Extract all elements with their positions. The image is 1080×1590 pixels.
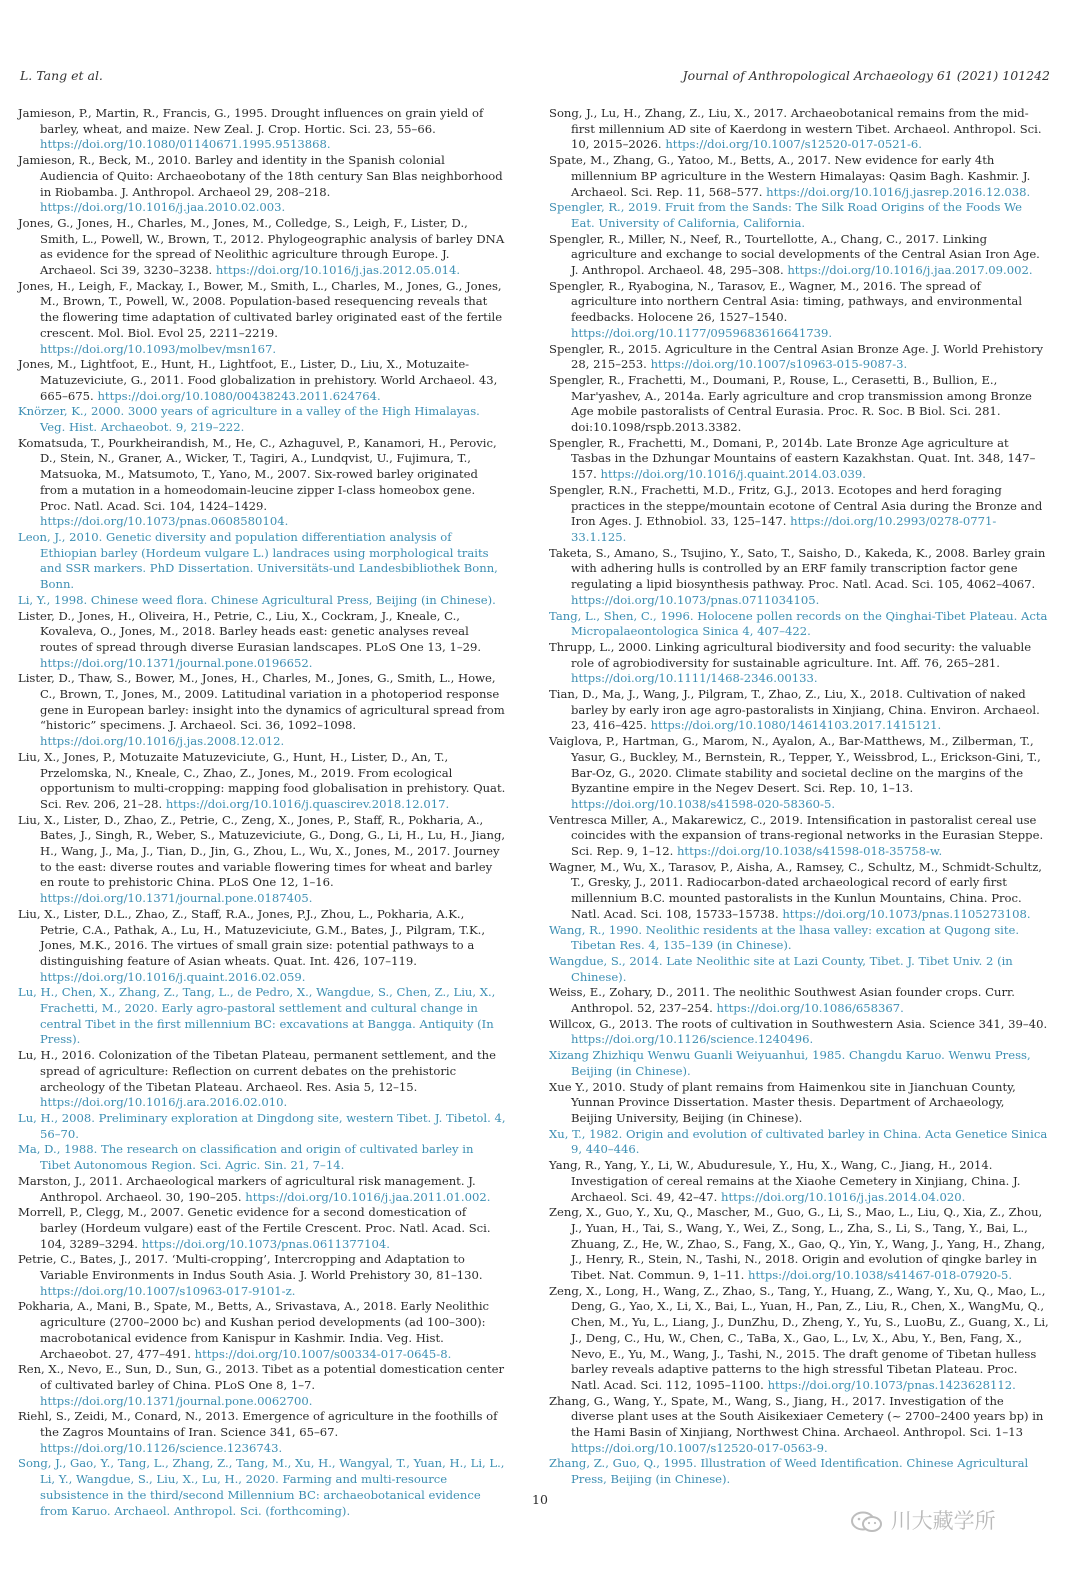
doi-link[interactable]: https://doi.org/10.1073/pnas.1105273108. [782, 906, 1031, 921]
doi-link[interactable]: https://doi.org/10.1126/science.1240496. [571, 1032, 814, 1047]
doi-link[interactable]: https://doi.org/10.1007/s10963-015-9087-3. [650, 357, 908, 372]
reference-text: Wangdue, S., 2014. Late Neolithic site at Lazi County, Tibet. J. Tibet Univ. 2 (in Chinese). [549, 953, 1013, 984]
reference-text: Jones, G., Jones, H., Charles, M., Jones, M., Colledge, S., Leigh, F., Lister, D., Smith, L., Powell, W., Brown, T., 2012. Phylogeographic analysis of barley DNA as evidence for the spread of Neolithic agriculture through Europe. J. Archaeol. Sci 39, 3230–3238. [18, 215, 505, 278]
reference-entry [18, 357, 506, 404]
doi-link[interactable]: https://doi.org/10.1016/j.jas.2012.05.014. [215, 263, 461, 278]
reference-entry [18, 671, 506, 750]
reference-text: Spengler, R., 2015. Agriculture in the Central Asian Bronze Age. J. World Prehistory 28, 215–253. [549, 341, 1044, 372]
reference-entry [549, 106, 1049, 153]
doi-link[interactable]: https://doi.org/10.1016/j.jaa.2017.09.002. [787, 263, 1033, 278]
reference-text: Leon, J., 2010. Genetic diversity and population differentiation analysis of Ethiopian barley (Hordeum vulgare L.) landraces using morphological traits and SSR markers. PhD Dissertation. Universitäts-und Landesbibliothek Bonn, Bonn. [18, 529, 498, 592]
doi-link[interactable]: https://doi.org/10.1371/journal.pone.0187405. [40, 891, 313, 906]
reference-text: Morrell, P., Clegg, M., 2007. Genetic evidence for a second domestication of barley (Hordeum vulgare) east of the Fertile Crescent. Proc. Natl. Acad. Sci. 104, 3289–3294. [18, 1205, 491, 1251]
reference-text: Wagner, M., Wu, X., Tarasov, P., Aisha, A., Ramsey, C., Schultz, M., Schmidt-Schultz, T., Gresky, J., 2011. Radiocarbon-dated archaeological record of early first millennium B.C. mounted pastoralists in the Kunlun Mountains, China. Proc. Natl. Acad. Sci. 108, 15733–15738. [549, 859, 1042, 921]
doi-link[interactable]: https://doi.org/10.1016/j.jas.2014.04.020. [721, 1189, 966, 1204]
reference-text: Marston, J., 2011. Archaeological markers of agricultural risk management. J. Anthropol. Archaeol. 30, 190–205. [18, 1173, 476, 1204]
doi-link[interactable]: https://doi.org/10.1080/01140671.1995.9513868. [40, 137, 331, 152]
page-number: 10 [532, 1492, 548, 1507]
doi-link[interactable]: https://doi.org/10.1093/molbev/msn167. [40, 341, 277, 356]
doi-link[interactable]: https://doi.org/10.1038/s41598-020-58360-5. [571, 796, 836, 811]
reference-text: Jamieson, R., Beck, M., 2010. Barley and identity in the Spanish colonial Audiencia of Quito: Archaeobotany of the 18th century San Blas neighborhood in Riobamba. J. Anthropol. Archaeol 29, 208–218. [18, 153, 503, 199]
doi-link[interactable]: https://doi.org/10.1016/j.quaint.2016.02.059. [40, 969, 306, 984]
reference-text: Xizang Zhizhiqu Wenwu Guanli Weiyuanhui, 1985. Changdu Karuo. Wenwu Press, Beijing (in Chinese). [549, 1048, 1031, 1078]
reference-text: Xue Y., 2010. Study of plant remains from Haimenkou site in Jianchuan County, Yunnan Province Dissertation. Master thesis. Department of Archaeology, Beijing University, Beijing (in Chinese). [549, 1079, 1016, 1125]
reference-text: Spengler, R., 2019. Fruit from the Sands: The Silk Road Origins of the Foods We Eat. University of California, California. [549, 200, 1022, 230]
doi-link[interactable]: https://doi.org/10.1086/658367. [716, 1001, 904, 1016]
reference-entry [549, 1158, 1049, 1205]
reference-text: Liu, X., Lister, D., Zhao, Z., Petrie, C., Zeng, X., Jones, P., Staff, R., Pokharia, A., Bates, J., Singh, R., Weber, S., Matuzeviciute, G., Dong, G., Li, H., Lu, H., Jiang, H., Wang, J., Ma, J., Tian, D., Jin, G., Zhou, L., Wu, X., Jones, M., 2017. Journey to the east: diverse routes and variable flowering times for wheat and barley en route to prehistoric China. PLoS One 12, 1–16. [18, 812, 506, 890]
reference-entry [549, 342, 1049, 373]
reference-text: Lister, D., Thaw, S., Bower, M., Jones, H., Charles, M., Jones, G., Smith, L., Howe, C., Brown, T., Jones, M., 2009. Latitudinal variation in a photoperiod response gene in European barley: insight into the dynamics of agricultural spread from “historic” specimens. J. Archaeol. Sci. 36, 1092–1098. [18, 671, 505, 733]
reference-entry [549, 1205, 1049, 1284]
reference-text: Wang, R., 1990. Neolithic residents at the lhasa valley: excation at Qugong site. Tibetan Res. 4, 135–139 (in Chinese). [549, 922, 1020, 953]
reference-text: Lu, H., 2016. Colonization of the Tibetan Plateau, permanent settlement, and the spread of agriculture: Reflection on current debates on the prehistoric archeology of the Tibetan Plateau. Archaeol. Res. Asia 5, 12–15. [18, 1048, 496, 1094]
reference-text: Thrupp, L., 2000. Linking agricultural biodiversity and food security: the valuable role of agrobiodiversity for sustainable agriculture. Int. Aff. 76, 265–281. [549, 639, 1032, 670]
reference-text: Song, J., Gao, Y., Tang, L., Zhang, Z., Tang, M., Xu, H., Wangyal, T., Yuan, H., Li, L., Li, Y., Wangdue, S., Liu, X., Lu, H., 2020. Farming and multi-resource subsistence in the third/second Millennium BC: archaeobotanical evidence from Karuo. Archaeol. Anthropol. Sci. (forthcoming). [18, 1456, 505, 1518]
reference-entry [549, 1394, 1049, 1457]
reference-entry[interactable] [549, 923, 1049, 954]
doi-link[interactable]: https://doi.org/10.1016/j.jasrep.2016.12.038. [766, 184, 1031, 199]
reference-entry[interactable] [549, 1456, 1049, 1487]
reference-text: Song, J., Lu, H., Zhang, Z., Liu, X., 2017. Archaeobotanical remains from the mid-first millennium AD site of Kaerdong in western Tibet. Archaeol. Anthropol. Sci. 10, 2015–2026. [549, 106, 1042, 152]
running-header [20, 68, 1050, 86]
reference-text: Li, Y., 1998. Chinese weed flora. Chinese Agricultural Press, Beijing (in Chinese). [18, 592, 496, 607]
reference-text: Pokharia, A., Mani, B., Spate, M., Betts, A., Srivastava, A., 2018. Early Neolithic agriculture (2700–2000 bc) and Kushan period developments (ad 100–300): macrobotanical evidence from Kanispur in Kashmir. India. Veg. Hist. Archaeobot. 27, 477–491. [18, 1299, 490, 1361]
doi-link[interactable]: https://doi.org/10.1371/journal.pone.0196652. [40, 655, 313, 670]
reference-entry[interactable] [18, 1111, 506, 1142]
reference-text: Lu, H., 2008. Preliminary exploration at Dingdong site, western Tibet. J. Tibetol. 4, 56–70. [18, 1111, 506, 1141]
reference-entry [18, 216, 506, 279]
reference-entry [549, 687, 1049, 734]
reference-text: Spengler, R., Miller, N., Neef, R., Tourtellotte, A., Chang, C., 2017. Linking agriculture and exchange to social developments of the Central Asian Iron Age. J. Anthropol. Archaeol. 48, 295–308. [549, 231, 1040, 278]
reference-text: Ventresca Miller, A., Makarewicz, C., 2019. Intensification in pastoralist cereal use coincides with the expansion of trans-regional networks in the Eurasian Steppe. Sci. Rep. 9, 1–12. [549, 812, 1044, 859]
reference-entry [18, 1205, 506, 1252]
doi-link[interactable]: https://doi.org/10.1007/s10963-017-9101-z. [40, 1283, 296, 1298]
reference-entry[interactable] [549, 609, 1049, 640]
reference-text: Xu, T., 1982. Origin and evolution of cultivated barley in China. Acta Genetice Sinica 9, 440–446. [549, 1126, 1048, 1157]
reference-text: Tang, L., Shen, C., 1996. Holocene pollen records on the Qinghai-Tibet Plateau. Acta Micropalaeontologica Sinica 4, 407–422. [549, 608, 1048, 639]
reference-text: Spengler, R., Frachetti, M., Domani, P., 2014b. Late Bronze Age agriculture at Tasbas in the Dzhungar Mountains of eastern Kazakhstan. Quat. Int. 348, 147–157. [549, 435, 1036, 482]
doi-link[interactable]: https://doi.org/10.1073/pnas.0711034105. [571, 592, 820, 607]
reference-entry [549, 373, 1049, 436]
reference-entry [549, 860, 1049, 923]
reference-entry[interactable] [18, 530, 506, 593]
reference-entry [18, 1299, 506, 1362]
reference-text: Zeng, X., Long, H., Wang, Z., Zhao, S., Tang, Y., Huang, Z., Wang, Y., Xu, Q., Mao, L., Deng, G., Yao, X., Li, X., Bai, L., Yuan, H., Pan, Z., Liu, R., Chen, X., WangMu, Q., Chen, M., Yu, L., Liang, J., DunZhu, D., Zheng, Y., Yu, S., LuoBu, Z., Guang, X., Li, J., Deng, C., Hu, W., Chen, C., TaBa, X., Gao, L., Lv, X., Abu, Y., Ben, Fang, X., Nevo, E., Yu, M., Wang, J., Tashi, N., 2015. The draft genome of Tibetan hulless barley reveals adaptive patterns to the high stressful Tibetan Plateau. Proc. Natl. Acad. Sci. 112, 1095–1100. [549, 1283, 1049, 1392]
reference-entry[interactable] [18, 1456, 506, 1519]
reference-text: Willcox, G., 2013. The roots of cultivation in Southwestern Asia. Science 341, 39–40. [549, 1016, 1048, 1031]
reference-text: Lu, H., Chen, X., Zhang, Z., Tang, L., de Pedro, X., Wangdue, S., Chen, Z., Liu, X., Frachetti, M., 2020. Early agro-pastoral settlement and cultural change in central Tibet in the first millennium BC: excavations at Bangga. Antiquity (In Press). [18, 985, 496, 1047]
reference-entry [549, 153, 1049, 200]
reference-entry[interactable] [18, 593, 506, 609]
reference-entry [18, 1048, 506, 1111]
reference-entry [549, 436, 1049, 483]
reference-entry [18, 1362, 506, 1409]
reference-entry[interactable] [18, 985, 506, 1048]
reference-entry [549, 1080, 1049, 1127]
reference-entry [549, 1284, 1049, 1394]
doi-link[interactable]: https://doi.org/10.1007/s00334-017-0645-8. [194, 1346, 452, 1361]
reference-text: Komatsuda, T., Pourkheirandish, M., He, C., Azhaguvel, P., Kanamori, H., Perovic, D., Stein, N., Graner, A., Wicker, T., Tagiri, A., Lundqvist, U., Fujimura, T., Matsuoka, M., Matsumoto, T., Yano, M., 2007. Six-rowed barley originated from a mutation in a homeodomain-leucine zipper I-class homeobox gene. Proc. Natl. Acad. Sci. 104, 1424–1429. [18, 435, 497, 513]
reference-text: Weiss, E., Zohary, D., 2011. The neolithic Southwest Asian founder crops. Curr. Anthropol. 52, 237–254. [549, 985, 1015, 1016]
doi-link[interactable]: https://doi.org/10.1080/00438243.2011.624764. [97, 388, 381, 403]
reference-text: Petrie, C., Bates, J., 2017. ‘Multi-cropping’, Intercropping and Adaptation to Variable Environments in Indus South Asia. J. World Prehistory 30, 81–130. [18, 1252, 483, 1283]
reference-text: Knörzer, K., 2000. 3000 years of agriculture in a valley of the High Himalayas. Veg. Hist. Archaeobot. 9, 219–222. [18, 404, 480, 435]
doi-link[interactable]: https://doi.org/10.1016/j.quascirev.2018.12.017. [165, 796, 450, 811]
reference-entry [18, 813, 506, 907]
doi-link[interactable]: https://doi.org/10.1016/j.jaa.2010.02.003. [40, 200, 286, 215]
doi-link[interactable]: https://doi.org/10.1073/pnas.1423628112. [767, 1377, 1016, 1392]
doi-link[interactable]: https://doi.org/10.1038/s41598-018-35758-w. [676, 844, 943, 859]
reference-entry [18, 1409, 506, 1456]
reference-text: Riehl, S., Zeidi, M., Conard, N., 2013. Emergence of agriculture in the foothills of the Zagros Mountains of Iran. Science 341, 65–67. [18, 1409, 498, 1440]
reference-text: Lister, D., Jones, H., Oliveira, H., Petrie, C., Liu, X., Cockram, J., Kneale, C., Kovaleva, O., Jones, M., 2018. Barley heads east: genetic analyses reveal routes of spread through diverse Eurasian landscapes. PLoS One 13, 1–29. [18, 608, 482, 654]
reference-text: Ren, X., Nevo, E., Sun, D., Sun, G., 2013. Tibet as a potential domestication center of cultivated barley of China. PLoS One 8, 1–7. [18, 1362, 505, 1392]
reference-entry [18, 750, 506, 813]
watermark-text: 川大藏学所 [890, 1509, 996, 1533]
reference-text: Liu, X., Lister, D.L., Zhao, Z., Staff, R.A., Jones, P.J., Zhou, L., Pokharia, A.K., Petrie, C.A., Pathak, A., Lu, H., Matuzeviciute, G.M., Bates, J., Pilgram, T.K., Jones, M.K., 2016. The virtues of small grain size: potential pathways to a distinguishing feature of Asian wheats. Quat. Int. 426, 107–119. [18, 906, 486, 968]
reference-entry [18, 907, 506, 986]
reference-text: Ma, D., 1988. The research on classification and origin of cultivated barley in Tibet Autonomous Region. Sci. Agric. Sin. 21, 7–14. [18, 1142, 474, 1173]
reference-entry[interactable] [549, 1048, 1049, 1079]
reference-text: Tian, D., Ma, J., Wang, J., Pilgram, T., Zhao, Z., Liu, X., 2018. Cultivation of naked barley by early iron age agro-pastoralists in Xinjiang, China. Environ. Archaeol. 23, 416–425. [549, 687, 1040, 733]
reference-entry [549, 734, 1049, 813]
reference-entry [549, 232, 1049, 279]
doi-link[interactable]: https://doi.org/10.1371/journal.pone.0062700. [40, 1393, 313, 1408]
reference-text: Spengler, R., Frachetti, M., Doumani, P., Rouse, L., Cerasetti, B., Bullion, E., Mar'yashev, A., 2014a. Early agriculture and crop transmission among Bronze Age mobile pastoralists of Central Eurasia. Proc. R. Soc. B Biol. Sci. 281. doi:10.1098/rspb.2013.3382. [549, 372, 1032, 435]
reference-text: Liu, X., Jones, P., Motuzaite Matuzeviciute, G., Hunt, H., Lister, D., An, T., Przelomska, N., Kneale, C., Zhao, Z., Jones, M., 2019. From ecological opportunism to multi-cropping: mapping food globalisation in prehistory. Quat. Sci. Rev. 206, 21–28. [18, 749, 506, 811]
reference-entry [549, 1017, 1049, 1048]
doi-link[interactable]: https://doi.org/10.1111/1468-2346.00133. [571, 671, 818, 686]
doi-link[interactable]: https://doi.org/10.1016/j.jaa.2011.01.002. [245, 1189, 491, 1204]
reference-entry[interactable] [18, 1142, 506, 1173]
reference-entry[interactable] [18, 404, 506, 435]
reference-entry [549, 813, 1049, 860]
reference-text: Jones, M., Lightfoot, E., Hunt, H., Lightfoot, E., Lister, D., Liu, X., Motuzaite-Matuzeviciute, G., 2011. Food globalization in prehistory. World Archaeol. 43, 665–675. [18, 357, 498, 403]
reference-entry [549, 640, 1049, 687]
watermark [850, 1505, 996, 1535]
doi-link[interactable]: https://doi.org/10.1038/s41467-018-07920-5. [748, 1268, 1013, 1283]
reference-text: Jamieson, P., Martin, R., Francis, G., 1995. Drought influences on grain yield of barley, wheat, and maize. New Zeal. J. Crop. Hortic. Sci. 23, 55–66. [18, 106, 484, 136]
doi-link[interactable]: https://doi.org/10.1016/j.quaint.2014.03.039. [600, 467, 866, 482]
doi-link[interactable]: https://doi.org/10.1016/j.jas.2008.12.012. [40, 734, 285, 749]
reference-entry [18, 1252, 506, 1299]
doi-link[interactable]: https://doi.org/10.1126/science.1236743. [40, 1440, 283, 1455]
reference-text: Zeng, X., Guo, Y., Xu, Q., Mascher, M., Guo, G., Li, S., Mao, L., Liu, Q., Xia, Z., Zhou, J., Yuan, H., Tai, S., Wang, Y., Wei, Z., Song, L., Zha, S., Li, S., Tang, Y., Bai, L., Zhuang, Z., He, W., Zhao, S., Fang, X., Gao, Q., Yin, Y., Wang, J., Yang, H., Zhang, J., Henry, R., Stein, N., Tashi, N., 2018. Origin and evolution of qingke barley in Tibet. Nat. Commun. 9, 1–11. [549, 1205, 1046, 1283]
reference-entry [18, 106, 506, 153]
reference-entry [18, 279, 506, 358]
doi-link[interactable]: https://doi.org/10.1073/pnas.0608580104. [40, 514, 289, 529]
reference-entry [18, 436, 506, 530]
reference-entry [549, 546, 1049, 609]
doi-link[interactable]: https://doi.org/10.1080/14614103.2017.1415121. [650, 718, 942, 733]
doi-link[interactable]: https://doi.org/10.1007/s12520-017-0521-6. [665, 137, 922, 152]
reference-entry [549, 483, 1049, 546]
reference-entry[interactable] [549, 954, 1049, 985]
doi-link[interactable]: https://doi.org/10.2993/0278-0771-33.1.125. [571, 514, 997, 544]
reference-entry [549, 985, 1049, 1016]
reference-text: Zhang, Z., Guo, Q., 1995. Illustration of Weed Identification. Chinese Agricultural Press, Beijing (in Chinese). [549, 1456, 1029, 1487]
author-header: L. Tang et al. [20, 68, 103, 83]
reference-text: Taketa, S., Amano, S., Tsujino, Y., Sato, T., Saisho, D., Kakeda, K., 2008. Barley grain with adhering hulls is controlled by an ERF family transcription factor gene regulating a lipid biosynthesis pathway. Proc. Natl. Acad. Sci. 105, 4062–4067. [549, 545, 1046, 592]
doi-link[interactable]: https://doi.org/10.1007/s12520-017-0563-9. [571, 1440, 828, 1455]
reference-text: Jones, H., Leigh, F., Mackay, I., Bower, M., Smith, L., Charles, M., Jones, G., Jones, M., Brown, T., Powell, W., 2008. Population-based resequencing reveals that the flowering time adaptation of cultivated barley originated east of the fertile crescent. Mol. Biol. Evol 25, 2211–2219. [18, 278, 503, 340]
reference-entry [18, 1174, 506, 1205]
reference-entry [549, 279, 1049, 342]
reference-text: Spengler, R.N., Frachetti, M.D., Fritz, G.J., 2013. Ecotopes and herd foraging practices in the steppe/mountain ecotone of Central Asia during the Bronze and Iron Ages. J. Ethnobiol. 33, 125–147. [549, 482, 1043, 529]
reference-text: Spengler, R., Ryabogina, N., Tarasov, E., Wagner, M., 2016. The spread of agriculture into northern Central Asia: timing, pathways, and environmental feedbacks. Holocene 26, 1527–1540. [549, 278, 1023, 325]
reference-text: Vaiglova, P., Hartman, G., Marom, N., Ayalon, A., Bar-Matthews, M., Zilberman, T., Yasur, G., Buckley, M., Bernstein, R., Tepper, Y., Weissbrod, L., Erickson-Gini, T., Bar-Oz, G., 2020. Climate stability and societal decline on the margins of the Byzantine empire in the Negev Desert. Sci. Rep. 10, 1–13. [549, 734, 1041, 796]
references-left-column [18, 106, 506, 1519]
wechat-icon [850, 1510, 884, 1534]
references-right-column [549, 106, 1049, 1488]
reference-text: Spate, M., Zhang, G., Yatoo, M., Betts, A., 2017. New evidence for early 4th millennium BP agriculture in the Western Himalayas: Qasim Bagh. Kashmir. J. Archaeol. Sci. Rep. 11, 568–577. [549, 153, 1031, 199]
journal-header: Journal of Anthropological Archaeology 61 (2021) 101242 [682, 68, 1050, 83]
reference-entry[interactable] [549, 1127, 1049, 1158]
reference-entry [18, 609, 506, 672]
reference-text: Yang, R., Yang, Y., Li, W., Abuduresule, Y., Hu, X., Wang, C., Jiang, H., 2014. Investigation of cereal remains at the Xiaohe Cemetery in Xinjiang, China. J. Archaeol. Sci. 49, 42–47. [549, 1158, 1021, 1204]
reference-entry[interactable] [549, 200, 1049, 231]
doi-link[interactable]: https://doi.org/10.1177/0959683616641739. [571, 325, 833, 340]
doi-link[interactable]: https://doi.org/10.1016/j.ara.2016.02.010. [40, 1095, 288, 1110]
reference-entry [18, 153, 506, 216]
doi-link[interactable]: https://doi.org/10.1073/pnas.0611377104. [141, 1236, 390, 1251]
reference-text: Zhang, G., Wang, Y., Spate, M., Wang, S., Jiang, H., 2017. Investigation of the diverse plant uses at the South Aisikexiaer Cemetery (~ 2700–2400 years bp) in the Hami Basin of Xinjiang, Northwest China. Archaeol. Anthropol. Sci. 1–13 [549, 1393, 1044, 1440]
